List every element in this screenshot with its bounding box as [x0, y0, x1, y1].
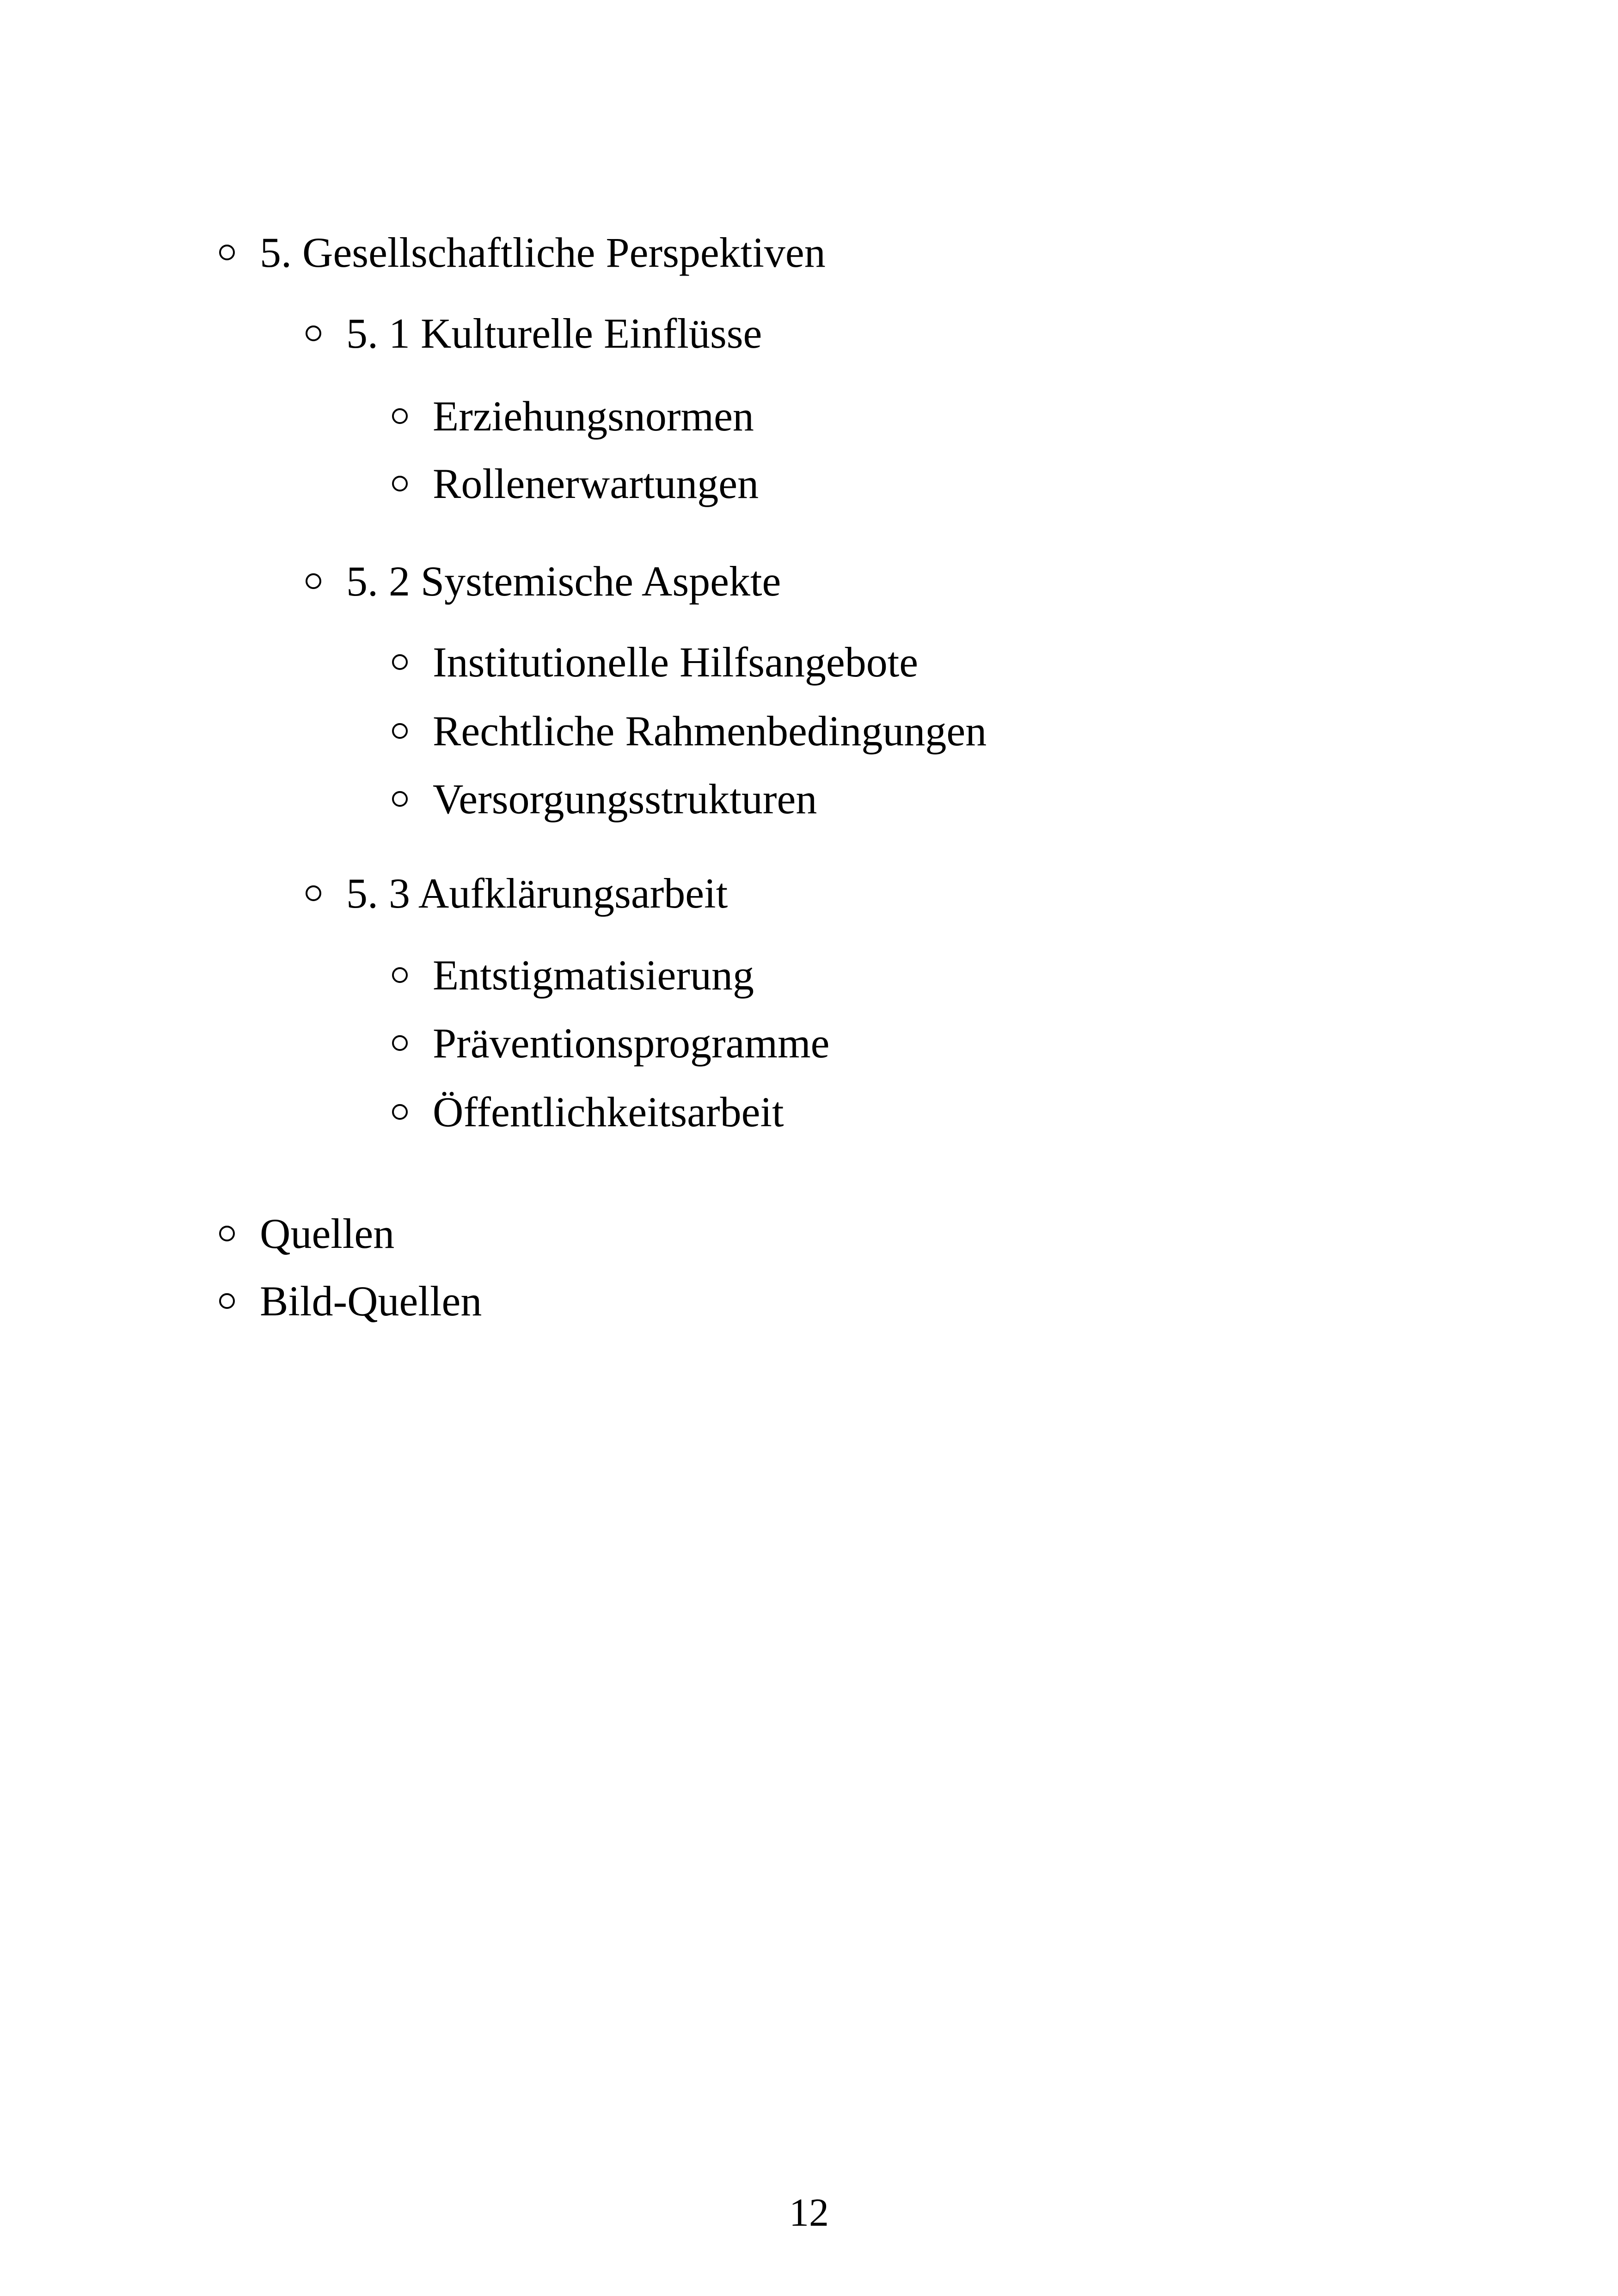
circle-bullet-icon	[392, 408, 408, 424]
outline-item-label: Öffentlichkeitsarbeit	[433, 1088, 784, 1136]
outline-item-institutionelle-hilfsangebote	[392, 638, 919, 686]
outline-item-label: Versorgungsstrukturen	[433, 775, 817, 823]
outline-item-label: Bild-Quellen	[260, 1277, 482, 1325]
outline-item-label: 5. 3 Aufklärungsarbeit	[346, 870, 728, 917]
page-number: 12	[789, 2190, 829, 2235]
outline-item-versorgungsstrukturen	[392, 775, 817, 823]
outline-item-label: Rollenerwartungen	[433, 460, 759, 507]
circle-bullet-icon	[392, 1104, 408, 1120]
outline-item-erziehungsnormen	[392, 393, 754, 440]
circle-bullet-icon	[219, 1293, 235, 1309]
circle-bullet-icon	[306, 325, 321, 341]
outline-item-rollenerwartungen	[392, 462, 759, 505]
outline-item-label: 5. 1 Kulturelle Einflüsse	[346, 310, 762, 357]
outline-item-oeffentlichkeitsarbeit	[392, 1088, 784, 1136]
outline-item-label: Quellen	[260, 1210, 395, 1257]
outline-item-label: Präventionsprogramme	[433, 1019, 830, 1067]
circle-bullet-icon	[392, 1035, 408, 1051]
outline-item-label: Institutionelle Hilfsangebote	[433, 638, 919, 686]
outline-item-label: 5. Gesellschaftliche Perspektiven	[260, 229, 826, 276]
outline-item-section-5-1	[306, 312, 762, 355]
outline-item-praeventionsprogramme	[392, 1019, 830, 1067]
circle-bullet-icon	[392, 967, 408, 983]
outline-item-entstigmatisierung	[392, 952, 754, 999]
outline-item-section-5	[219, 231, 826, 274]
outline-item-quellen	[219, 1212, 394, 1255]
circle-bullet-icon	[392, 476, 408, 491]
outline-item-label: Rechtliche Rahmenbedingungen	[433, 707, 987, 755]
outline-item-bild-quellen	[219, 1277, 482, 1325]
circle-bullet-icon	[392, 791, 408, 807]
circle-bullet-icon	[306, 885, 321, 901]
circle-bullet-icon	[219, 1226, 235, 1241]
circle-bullet-icon	[306, 573, 321, 589]
circle-bullet-icon	[219, 245, 235, 260]
outline-item-section-5-2	[306, 558, 781, 605]
outline-item-label: 5. 2 Systemische Aspekte	[346, 558, 781, 605]
outline-item-label: Entstigmatisierung	[433, 952, 754, 999]
outline-item-rechtliche-rahmenbedingungen	[392, 707, 987, 755]
outline-item-label: Erziehungsnormen	[433, 393, 754, 440]
circle-bullet-icon	[392, 723, 408, 739]
circle-bullet-icon	[392, 654, 408, 670]
outline-item-section-5-3	[306, 872, 728, 915]
